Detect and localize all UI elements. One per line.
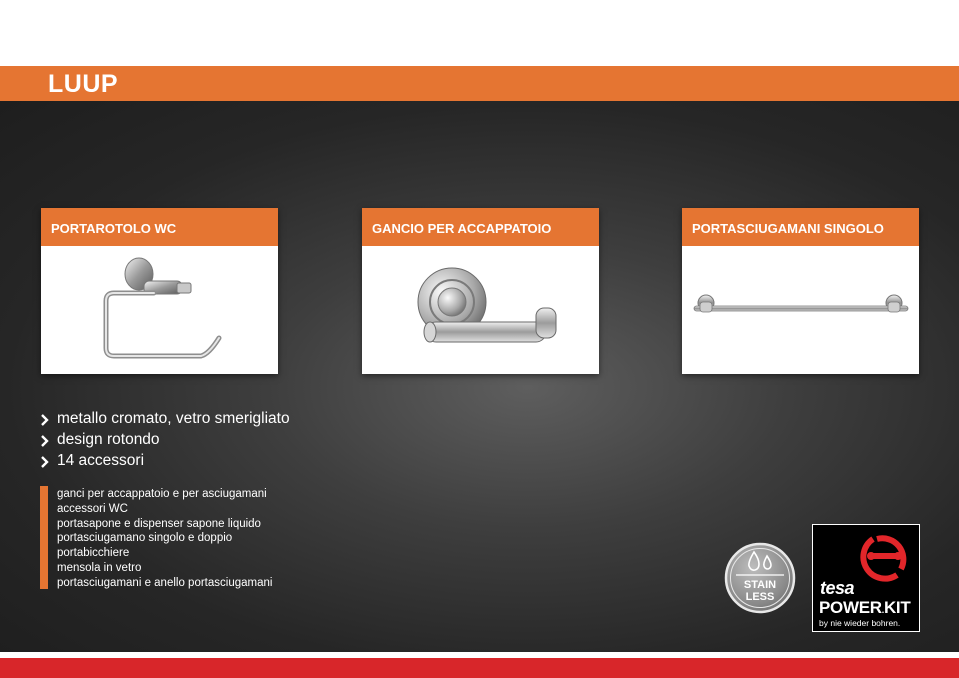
card-image	[682, 246, 919, 374]
list-item: accessori WC	[57, 502, 128, 515]
card-title: PORTASCIUGAMANI SINGOLO	[682, 208, 919, 246]
product-card-toilet-roll-holder	[41, 208, 278, 374]
card-title: GANCIO PER ACCAPPATOIO	[362, 208, 599, 246]
accent-bar	[40, 486, 48, 589]
card-title: PORTAROTOLO WC	[41, 208, 278, 246]
feature-item	[40, 431, 290, 452]
tesa-product-a: POWER	[819, 598, 882, 617]
product-card-robe-hook	[362, 208, 599, 374]
toilet-roll-holder-icon	[41, 246, 278, 374]
chevron-right-icon	[40, 455, 50, 469]
chevron-right-icon	[40, 413, 50, 427]
card-image	[362, 246, 599, 374]
accessories-box	[40, 486, 340, 589]
feature-text: metallo cromato, vetro smerigliato	[57, 410, 290, 427]
accessories-list	[57, 487, 272, 591]
list-item: portasciugamano singolo e doppio	[57, 532, 233, 545]
card-image	[41, 246, 278, 374]
list-item: portasapone e dispenser sapone liquido	[57, 517, 261, 530]
top-margin	[0, 0, 959, 66]
tesa-tagline-text: by nie wieder bohren	[819, 618, 898, 628]
stainless-line1: STAIN	[743, 579, 777, 591]
stainless-badge	[724, 542, 796, 614]
page-title: LUUP	[48, 70, 119, 98]
stainless-badge-graphic	[724, 542, 796, 614]
feature-list	[40, 410, 290, 473]
chevron-right-icon	[40, 434, 50, 448]
list-item: mensola in vetro	[57, 561, 142, 574]
footer-bar	[0, 658, 959, 678]
robe-hook-icon	[362, 246, 599, 374]
towel-bar-icon	[682, 246, 919, 374]
tesa-tagline: by nie wieder bohren.	[819, 618, 901, 628]
list-item: portabicchiere	[57, 547, 130, 560]
list-item: portasciugamani e anello portasciugamani	[57, 576, 273, 589]
feature-text: 14 accessori	[57, 452, 145, 469]
product-card-towel-bar	[682, 208, 919, 374]
feature-text: design rotondo	[57, 431, 160, 448]
tesa-product-b: KIT	[883, 598, 911, 617]
title-bar	[0, 66, 959, 101]
tesa-product	[819, 598, 910, 618]
feature-item	[40, 410, 290, 431]
tesa-dot: .	[881, 605, 884, 615]
list-item: ganci per accappatoio e per asciugamani	[57, 488, 267, 500]
stainless-line2: LESS	[745, 591, 775, 603]
tesa-brand: tesa	[820, 578, 855, 598]
tesa-powerkit-badge	[812, 524, 920, 632]
feature-item	[40, 452, 290, 473]
